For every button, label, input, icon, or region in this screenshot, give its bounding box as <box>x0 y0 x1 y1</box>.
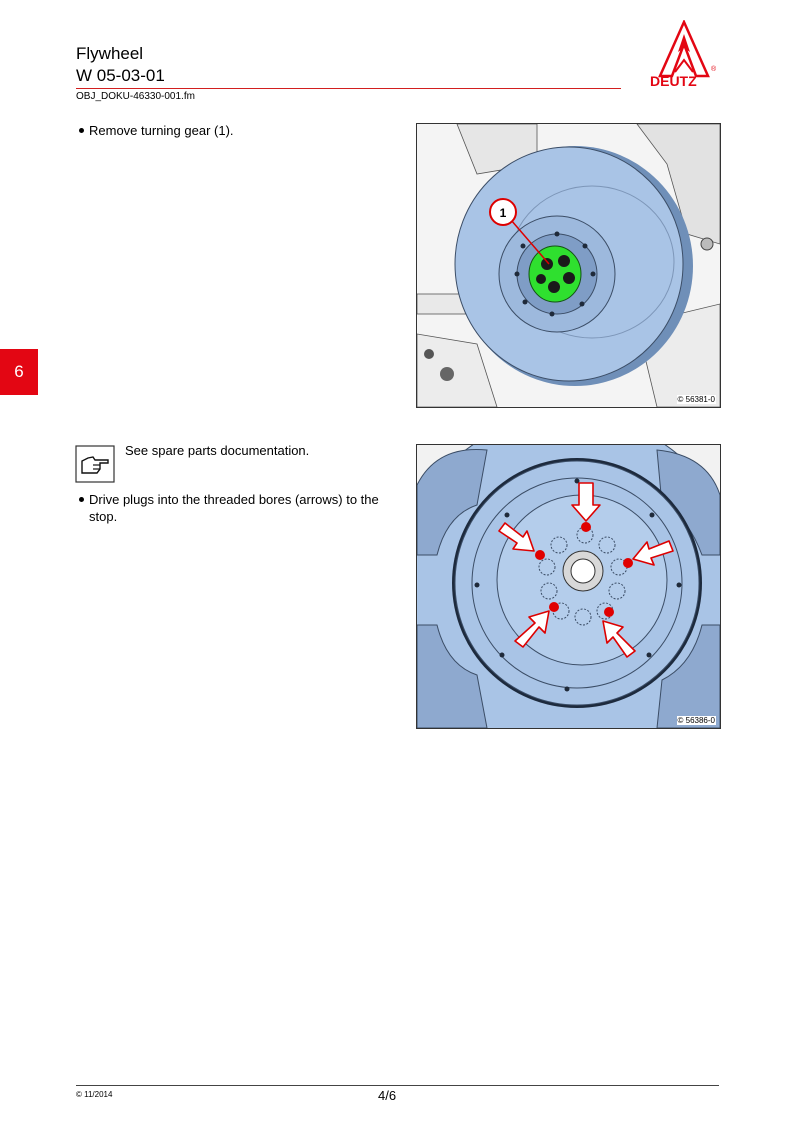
step-text: Remove turning gear (1). <box>89 123 234 138</box>
flywheel-threaded-bores-illustration <box>417 445 720 728</box>
registered-mark: ® <box>711 66 717 73</box>
figure-id: © 56386-0 <box>677 716 715 725</box>
bullet-icon <box>79 497 84 502</box>
note-text: See spare parts documentation. <box>125 443 310 458</box>
copyright-date: © 11/2014 <box>76 1090 113 1099</box>
flywheel-turning-gear-illustration <box>417 124 720 407</box>
figure-id: © 56381-0 <box>677 395 715 404</box>
step-remove-turning-gear <box>79 122 234 139</box>
step-drive-plugs <box>79 491 399 525</box>
step-text-line1: Drive plugs into the threaded bores (arrows) to the <box>89 492 379 507</box>
document-code: W 05-03-01 <box>76 66 165 85</box>
document-reference: OBJ_DOKU-46330-001.fm <box>76 91 195 102</box>
logo-text: DEUTZ <box>650 73 697 89</box>
chapter-tab: 6 <box>0 349 38 395</box>
figure-threaded-bores <box>416 444 721 729</box>
page-number: 4/6 <box>378 1088 397 1103</box>
header-divider <box>76 88 621 89</box>
figure-turning-gear <box>416 123 721 408</box>
deutz-logo <box>648 20 720 92</box>
callout-1: 1 <box>499 206 507 220</box>
pointing-hand-icon <box>75 445 115 483</box>
step-text-line2: stop. <box>89 509 118 524</box>
footer-divider <box>76 1085 719 1086</box>
bullet-icon <box>79 128 84 133</box>
page-title: Flywheel <box>76 44 144 63</box>
